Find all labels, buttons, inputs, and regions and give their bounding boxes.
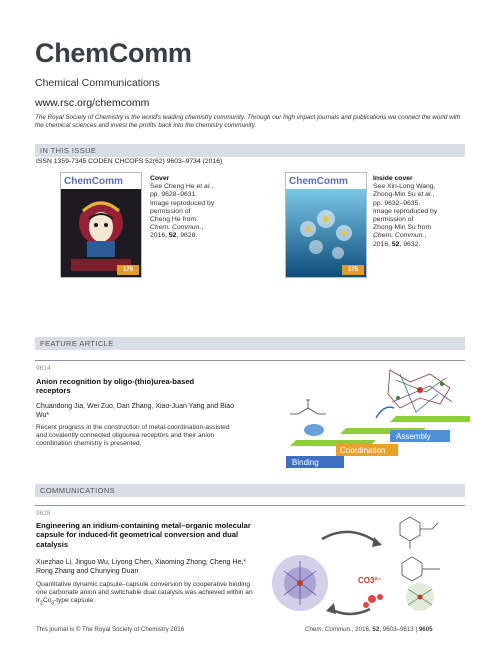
feature-authors: Chuandong Jia, Wei Zuo, Dan Zhang, Xiao-Juan Yang and Biao Wu* <box>36 403 235 419</box>
journal-title: ChemComm <box>35 38 192 68</box>
cover-heading: Cover <box>150 175 170 182</box>
inside-cover-heading: Inside cover <box>373 175 413 182</box>
section-bar-issue <box>35 144 465 157</box>
cover-image[interactable] <box>60 172 142 278</box>
feature-rule <box>35 360 465 361</box>
bubbles-illustration <box>286 189 366 277</box>
section-label-issue: IN THIS ISSUE <box>40 146 97 155</box>
coordination-label: Coordination <box>340 446 386 455</box>
communications-authors: Xuezhao Li, Jinguo Wu, Liyong Chen, Xiaoming Zhong, Cheng He,* Rong Zhang and Chunying Duan <box>36 559 247 575</box>
cover-caption: Cover See Cheng He et al., pp. 9628–9631. Image reproduced by permission of Cheng He from Chem. Commun., 2016, 52, 9628. <box>150 175 215 240</box>
footer-citation: Chem. Commun., 2016, 52, 9603–9613 | 9605 <box>305 626 433 633</box>
communications-abstract: Quantitative dynamic capsule–capsule conversion by cooperative binding one carbonate anion and switchable dual catalysis was achieved within an $Ir_2Co_3$-type capsule. <box>36 581 253 607</box>
feature-title[interactable]: Anion recognition by oligo-(thio)urea-based receptors <box>36 377 195 396</box>
urea-structure <box>290 400 326 414</box>
feature-page: 9614 <box>36 365 51 372</box>
anniversary-badge: 175 <box>117 265 139 275</box>
carbonate-label: CO3²⁻ <box>358 576 382 585</box>
feature-abstract: Recent progress in the construction of metal-coordination-assisted and covalently connected oligourea receptors and their anion coordination chemistry is presented. <box>36 424 230 447</box>
assembly-label: Assembly <box>396 432 431 441</box>
communications-graphic <box>270 513 470 621</box>
section-label-communications: COMMUNICATIONS <box>40 486 116 495</box>
communications-title[interactable]: Engineering an iridium-containing metal–organic molecular capsule for induced-fit geometrical conversion and dual catalysis <box>36 521 251 549</box>
cage-structure <box>388 370 452 412</box>
rsc-blurb: The Royal Society of Chemistry is the world's leading chemistry community. Through our high impact journals and publications we connect the world with the chemical sciences and invest the profits back into the chemistry community. <box>35 114 461 130</box>
opera-mask-illustration <box>61 189 141 277</box>
communications-rule <box>35 505 465 506</box>
inside-cover-logo: ChemComm <box>289 176 348 187</box>
journal-subtitle: Chemical Communications <box>35 77 160 89</box>
footer-copyright: This journal is © The Royal Society of Chemistry 2016 <box>36 626 185 633</box>
binding-label: Binding <box>292 458 319 467</box>
section-label-feature: FEATURE ARTICLE <box>40 339 114 348</box>
communications-page: 9628 <box>36 510 51 517</box>
journal-url[interactable]: www.rsc.org/chemcomm <box>35 97 150 109</box>
inside-cover-image[interactable] <box>285 172 367 278</box>
cover-logo: ChemComm <box>64 176 123 187</box>
inside-cover-caption: Inside cover See Xin-Long Wang, Zhong-Min Su et al., pp. 9632–9635. Image reproduced by permission of Zhong-Min Su from Chem. Commun., 2016, 52, 9632. <box>373 175 438 248</box>
page-number: 9605 <box>418 626 433 633</box>
issn-line: ISSN 1359-7345 CODEN CHCOFS 52(62) 9603–9734 (2016) <box>36 158 223 165</box>
feature-graphic <box>280 368 470 476</box>
inside-anniversary-badge: 175 <box>342 265 364 275</box>
